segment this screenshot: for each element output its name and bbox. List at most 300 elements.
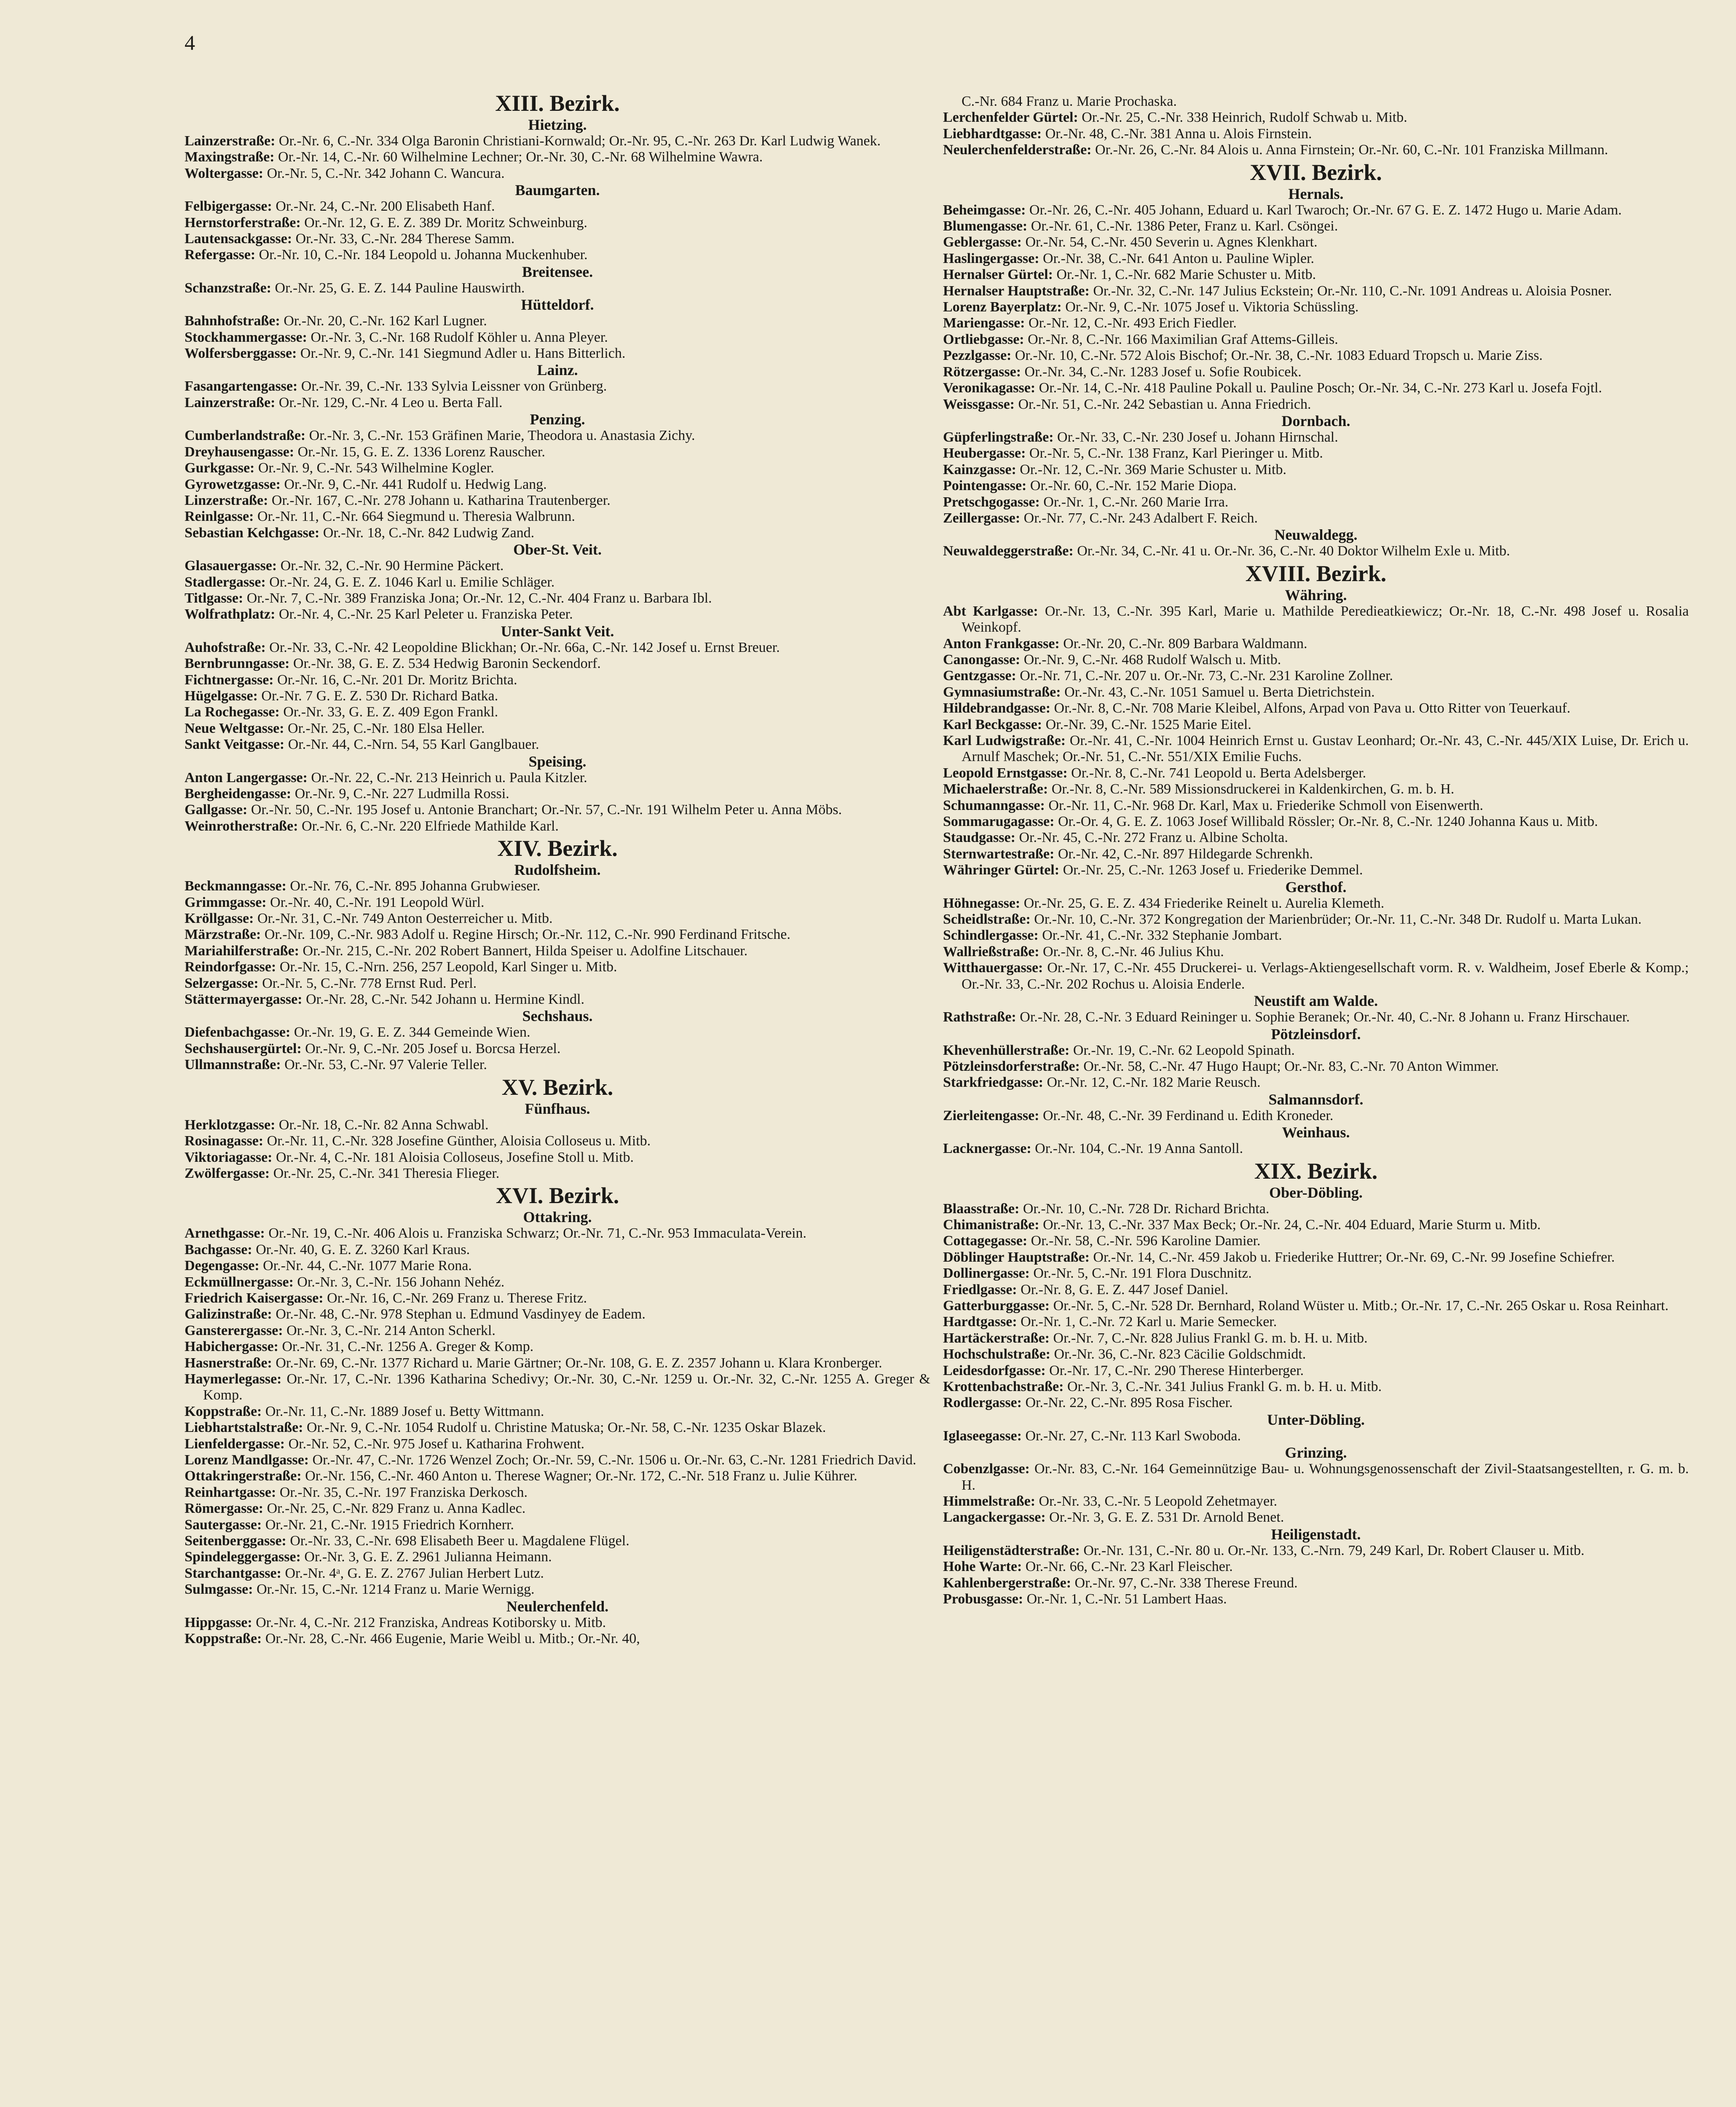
street-entry <box>185 1615 930 1631</box>
district-heading: Rudolfsheim. <box>514 861 601 879</box>
entry-text: Or.-Nr. 18, C.-Nr. 82 Anna Schwabl. <box>279 1117 489 1133</box>
entry-text: Or.-Nr. 28, C.-Nr. 3 Eduard Reininger u. Sophie Beranek; Or.-Nr. 40, C.-Nr. 8 Johann u. Franz Hirschauer. <box>1020 1009 1630 1025</box>
street-entry <box>185 1485 930 1501</box>
entry-text: Or.-Nr. 3, C.-Nr. 156 Johann Nehéz. <box>297 1274 505 1290</box>
entry-text: Or.-Nr. 14, C.-Nr. 459 Jakob u. Friederike Huttrer; Or.-Nr. 69, C.-Nr. 99 Josefine Schiefrer. <box>1093 1249 1615 1265</box>
street-entry <box>943 765 1689 781</box>
street-name: Seitenberggasse: <box>185 1533 287 1549</box>
street-entry <box>943 862 1689 878</box>
entry-text: Or.-Nr. 10, C.-Nr. 728 Dr. Richard Brichta. <box>1023 1201 1270 1217</box>
entry-text: Or.-Nr. 9, C.-Nr. 141 Siegmund Adler u. Hans Bitterlich. <box>300 346 626 362</box>
entry-text: Or.-Nr. 11, C.-Nr. 664 Siegmund u. Theresia Walbrunn. <box>257 509 575 525</box>
street-entry <box>185 1242 930 1258</box>
entry-text: Or.-Nr. 1, C.-Nr. 682 Marie Schuster u. Mitb. <box>1056 267 1316 283</box>
district-heading: Baumgarten. <box>515 182 600 199</box>
district-heading: Währing. <box>1285 586 1347 603</box>
street-name: Lerchenfelder Gürtel: <box>943 110 1078 126</box>
district-heading: Weinhaus. <box>1282 1124 1350 1141</box>
entry-text: Or.-Nr. 129, C.-Nr. 4 Leo u. Berta Fall. <box>279 394 503 410</box>
district-heading: Unter-Sankt Veit. <box>501 622 614 640</box>
street-entry <box>943 1379 1689 1395</box>
street-name: Zwölfergasse: <box>185 1165 270 1181</box>
street-name: Zierleitengasse: <box>943 1107 1039 1123</box>
street-name: Habichergasse: <box>185 1339 279 1355</box>
entry-text: Or.-Nr. 47, C.-Nr. 1726 Wenzel Zoch; Or.-Nr. 59, C.-Nr. 1506 u. Or.-Nr. 63, C.-Nr. 1281 Friedrich David. <box>312 1452 916 1468</box>
district-heading: Lainz. <box>537 362 578 379</box>
street-name: Witthauergasse: <box>943 960 1043 976</box>
street-name: Kahlenbergerstraße: <box>943 1575 1072 1591</box>
street-name: Beckmanngasse: <box>185 878 287 894</box>
entry-text: Or.-Nr. 44, C.-Nr. 1077 Marie Rona. <box>263 1258 472 1274</box>
street-entry <box>185 656 930 672</box>
street-name: Gyrowetzgasse: <box>185 476 281 492</box>
street-entry <box>185 280 930 296</box>
bezirk-heading: XIII. Bezirk. <box>495 91 620 116</box>
entry-text: Or.-Nr. 76, C.-Nr. 895 Johanna Grubwieser. <box>290 878 541 894</box>
entry-text: Or.-Nr. 25, C.-Nr. 180 Elsa Heller. <box>287 720 485 736</box>
entry-text: Or.-Nr. 39, C.-Nr. 133 Sylvia Leissner von Grünberg. <box>301 378 607 394</box>
street-entry <box>185 1290 930 1306</box>
street-name: La Rochegasse: <box>185 704 280 720</box>
bezirk-heading: XIX. Bezirk. <box>1254 1158 1378 1184</box>
street-name: Wallrießstraße: <box>943 944 1039 960</box>
entry-text: Or.-Nr. 35, C.-Nr. 197 Franziska Derkosch. <box>279 1484 528 1500</box>
street-name: Wolfrathplatz: <box>185 606 276 622</box>
street-name: Arnethgasse: <box>185 1225 265 1241</box>
district-heading: Grinzing. <box>1285 1444 1347 1461</box>
street-name: Starchantgasse: <box>185 1565 281 1581</box>
street-name: Hartäckerstraße: <box>943 1330 1050 1346</box>
street-entry <box>943 315 1689 331</box>
entry-text: Or.-Nr. 19, G. E. Z. 344 Gemeinde Wien. <box>294 1024 530 1040</box>
entry-text: Or.-Nr. 14, C.-Nr. 418 Pauline Pokall u. Pauline Posch; Or.-Nr. 34, C.-Nr. 273 Karl u. Josefa Fojtl. <box>1039 380 1602 396</box>
entry-text: Or.-Nr. 27, C.-Nr. 113 Karl Swoboda. <box>1025 1428 1241 1444</box>
street-entry <box>185 976 930 992</box>
street-name: Friedrich Kaisergasse: <box>185 1290 324 1306</box>
street-name: Weinrotherstraße: <box>185 818 298 834</box>
entry-text: Or.-Nr. 97, C.-Nr. 338 Therese Freund. <box>1074 1575 1298 1591</box>
street-name: Fasangartengasse: <box>185 378 298 394</box>
street-name: Viktoriagasse: <box>185 1149 273 1165</box>
entry-text: Or.-Nr. 25, G. E. Z. 144 Pauline Hauswirth. <box>275 280 525 296</box>
street-name: Himmelstraße: <box>943 1493 1036 1509</box>
street-name: Wolfersberggasse: <box>185 346 297 362</box>
district-heading: Breitensee. <box>522 263 593 280</box>
entry-text: Or.-Nr. 15, C.-Nr. 1214 Franz u. Marie Wernigg. <box>256 1582 535 1598</box>
street-entry <box>185 672 930 688</box>
street-entry <box>943 1201 1689 1217</box>
entry-text: Or.-Nr. 1, C.-Nr. 51 Lambert Haas. <box>1026 1591 1227 1607</box>
district-heading: Ober-St. Veit. <box>513 541 602 558</box>
street-name: Gymnasiumstraße: <box>943 684 1061 700</box>
entry-text: Or.-Nr. 11, C.-Nr. 328 Josefine Günther, Aloisia Colloseus u. Mitb. <box>267 1133 651 1149</box>
street-entry <box>185 1631 930 1647</box>
page-number: 4 <box>185 31 195 54</box>
entry-text: Or.-Nr. 8, C.-Nr. 708 Marie Kleibel, Alfons, Arpad von Pava u. Otto Ritter von Teuerkauf. <box>1054 700 1571 716</box>
street-entry <box>185 1306 930 1322</box>
entry-text: Or.-Nr. 9, C.-Nr. 227 Ludmilla Rossi. <box>295 786 509 802</box>
street-entry <box>185 428 930 444</box>
street-name: Cumberlandstraße: <box>185 428 306 444</box>
street-entry <box>185 878 930 894</box>
street-entry <box>943 830 1689 846</box>
entry-text: Or.-Nr. 3, C.-Nr. 214 Anton Scherkl. <box>287 1322 496 1338</box>
entry-text: Or.-Nr. 10, C.-Nr. 184 Leopold u. Johanna Muckenhuber. <box>259 247 588 263</box>
district-heading: Sechshaus. <box>522 1008 593 1025</box>
street-entry <box>943 1043 1689 1059</box>
district-heading: Fünfhaus. <box>525 1100 590 1117</box>
entry-text: Or.-Nr. 45, C.-Nr. 272 Franz u. Albine Scholta. <box>1019 830 1288 846</box>
street-entry <box>185 1436 930 1452</box>
entry-text: Or.-Nr. 7, C.-Nr. 828 Julius Frankl G. m. b. H. u. Mitb. <box>1053 1330 1368 1346</box>
street-name: Karl Ludwigstraße: <box>943 733 1066 748</box>
street-name: Geblergasse: <box>943 234 1022 250</box>
street-entry <box>943 332 1689 348</box>
street-name: Iglaseegasse: <box>943 1428 1022 1444</box>
street-name: Staudgasse: <box>943 830 1015 846</box>
entry-text: Or.-Nr. 5, C.-Nr. 342 Johann C. Wancura. <box>267 165 505 181</box>
district-heading: Hütteldorf. <box>521 296 594 314</box>
district-heading: Gersthof. <box>1285 878 1347 895</box>
entry-text: Or.-Nr. 17, C.-Nr. 455 Druckerei- u. Verlags-Aktiengesellschaft vorm. R. v. Waldheim, Josef Eberle & Komp.; Or.-Nr. 33, C.-Nr. 202 Rochus u. Aloisia Enderle. <box>962 960 1689 992</box>
district-heading: Neuwaldegg. <box>1274 526 1358 544</box>
street-name: Karl Beckgasse: <box>943 716 1042 732</box>
street-entry <box>943 1108 1689 1124</box>
street-name: Neuwaldeggerstraße: <box>943 543 1074 559</box>
street-entry <box>943 494 1689 510</box>
street-entry <box>943 944 1689 960</box>
entry-text: Or.-Nr. 3, C.-Nr. 153 Gräfinen Marie, Theodora u. Anastasia Zichy. <box>309 428 695 444</box>
entry-text: Or.-Nr. 77, C.-Nr. 243 Adalbert F. Reich. <box>1023 510 1258 526</box>
entry-text: Or.-Nr. 71, C.-Nr. 207 u. Or.-Nr. 73, C.-Nr. 231 Karoline Zollner. <box>1020 668 1393 684</box>
street-entry <box>943 636 1689 652</box>
entry-text: Or.-Nr. 83, C.-Nr. 164 Gemeinnützige Bau- u. Wohnungsgenossenschaft der Zivil-Staatsangestellten, r. G. m. b. H. <box>962 1461 1689 1493</box>
entry-text: Or.-Nr. 58, C.-Nr. 47 Hugo Haupt; Or.-Nr. 83, C.-Nr. 70 Anton Wimmer. <box>1083 1058 1499 1074</box>
street-name: Stadlergasse: <box>185 574 266 590</box>
street-entry <box>943 798 1689 814</box>
street-name: Lacknergasse: <box>943 1141 1031 1157</box>
street-entry <box>185 1501 930 1517</box>
street-entry <box>943 1075 1689 1091</box>
street-entry <box>943 267 1689 283</box>
street-name: Blaasstraße: <box>943 1201 1020 1217</box>
entry-text: Or.-Nr. 51, C.-Nr. 242 Sebastian u. Anna Friedrich. <box>1018 396 1311 412</box>
street-name: Pezzlgasse: <box>943 348 1012 364</box>
street-entry <box>185 737 930 753</box>
street-name: Neue Weltgasse: <box>185 720 284 736</box>
street-name: Haslingergasse: <box>943 250 1039 266</box>
street-name: Felbigergasse: <box>185 198 272 214</box>
street-name: Hernalser Hauptstraße: <box>943 283 1090 299</box>
entry-text: Or.-Nr. 13, C.-Nr. 395 Karl, Marie u. Mathilde Perediеatkiewicz; Or.-Nr. 18, C.-Nr. 498 Josef u. Rosalia Weinkopf. <box>962 603 1689 635</box>
entry-text: Or.-Nr. 38, C.-Nr. 641 Anton u. Pauline Wipler. <box>1043 250 1315 266</box>
entry-text: Or.-Nr. 16, C.-Nr. 269 Franz u. Therese Fritz. <box>327 1290 587 1306</box>
street-name: Liebhardtgasse: <box>943 126 1042 142</box>
street-name: Pretschgogasse: <box>943 494 1040 510</box>
street-entry <box>185 231 930 247</box>
entry-text: Or.-Nr. 5, C.-Nr. 528 Dr. Bernhard, Roland Wüster u. Mitb.; Or.-Nr. 17, C.-Nr. 265 Oskar u. Rosa Reinhart. <box>1053 1297 1669 1314</box>
street-name: Probusgasse: <box>943 1591 1023 1607</box>
street-name: Khevenhüllerstraße: <box>943 1042 1070 1058</box>
entry-text: Or.-Nr. 41, C.-Nr. 1004 Heinrich Ernst u. Gustav Leonhard; Or.-Nr. 43, C.-Nr. 445/XIX Luise, Dr. Erich u. Arnulf Maschek; Or.-Nr. 51, C.-Nr. 551/XIX Emilie Fuchs. <box>962 733 1689 765</box>
entry-text: Or.-Nr. 8, C.-Nr. 741 Leopold u. Berta Adelsberger. <box>1071 765 1366 781</box>
street-entry <box>943 1059 1689 1075</box>
entry-text: Or.-Nr. 12, C.-Nr. 182 Marie Reusch. <box>1047 1075 1261 1091</box>
street-entry <box>943 1298 1689 1314</box>
entry-text: Or.-Nr. 31, C.-Nr. 749 Anton Oesterreicher u. Mitb. <box>257 911 553 927</box>
entry-text: Or.-Nr. 25, C.-Nr. 341 Theresia Flieger. <box>273 1165 500 1181</box>
entry-text: Or.-Nr. 53, C.-Nr. 97 Valerie Teller. <box>284 1057 487 1073</box>
street-name: Hippgasse: <box>185 1614 252 1630</box>
street-entry <box>185 378 930 394</box>
street-entry <box>185 525 930 541</box>
street-entry <box>943 380 1689 396</box>
entry-text: Or.-Nr. 3, G. E. Z. 531 Dr. Arnold Benet. <box>1049 1509 1284 1525</box>
entry-text: Or.-Nr. 32, C.-Nr. 147 Julius Eckstein; Or.-Nr. 110, C.-Nr. 1091 Andreas u. Aloisia Posner. <box>1093 283 1612 299</box>
street-name: Sankt Veitgasse: <box>185 737 285 753</box>
bezirk-heading: XVII. Bezirk. <box>1250 159 1382 185</box>
entry-text: Or.-Nr. 13, C.-Nr. 337 Max Beck; Or.-Nr. 24, C.-Nr. 404 Eduard, Marie Sturm u. Mitb. <box>1043 1217 1541 1233</box>
entry-text: Or.-Nr. 21, C.-Nr. 1915 Friedrich Kornherr. <box>265 1517 514 1533</box>
entry-text: Or.-Nr. 22, C.-Nr. 213 Heinrich u. Paula Kitzler. <box>311 769 587 785</box>
street-entry <box>185 640 930 656</box>
street-entry <box>943 1509 1689 1525</box>
street-name: Heiligenstädterstraße: <box>943 1542 1080 1558</box>
street-name: Pointengasse: <box>943 478 1027 494</box>
street-entry <box>943 348 1689 364</box>
street-name: Auhofstraße: <box>185 639 266 655</box>
street-entry <box>185 1323 930 1339</box>
street-name: Höhnegasse: <box>943 895 1021 911</box>
street-name: Stättermayergasse: <box>185 992 303 1008</box>
street-name: Lainzerstraße: <box>185 394 276 410</box>
street-entry <box>943 1330 1689 1346</box>
street-name: Schindlergasse: <box>943 928 1039 944</box>
street-name: Cobenzlgasse: <box>943 1461 1030 1477</box>
entry-text: Or.-Nr. 3, C.-Nr. 168 Rudolf Köhler u. Anna Pleyer. <box>311 329 608 345</box>
entry-text: Or.-Nr. 33, C.-Nr. 284 Therese Samm. <box>295 231 515 247</box>
entry-text: Or.-Nr. 5, C.-Nr. 778 Ernst Rud. Perl. <box>262 975 477 991</box>
entry-text: Or.-Nr. 109, C.-Nr. 983 Adolf u. Regine Hirsch; Or.-Nr. 112, C.-Nr. 990 Ferdinand Fritsche. <box>264 927 790 943</box>
street-entry <box>943 397 1689 413</box>
street-entry <box>943 1493 1689 1509</box>
entry-text: Or.-Nr. 167, C.-Nr. 278 Johann u. Katharina Trautenberger. <box>271 492 611 508</box>
entry-text: Or.-Nr. 16, C.-Nr. 201 Dr. Moritz Brichta. <box>277 672 517 688</box>
street-name: Koppstraße: <box>185 1631 262 1647</box>
street-name: Sautergasse: <box>185 1517 262 1533</box>
entry-text: Or.-Nr. 9, C.-Nr. 441 Rudolf u. Hedwig Lang. <box>284 476 547 492</box>
street-name: Sulmgasse: <box>185 1582 253 1598</box>
street-name: Römergasse: <box>185 1501 263 1517</box>
street-entry <box>185 1582 930 1598</box>
entry-text: Or.-Nr. 8, C.-Nr. 166 Maximilian Graf Attems-Gilleis. <box>1028 331 1338 347</box>
entry-text: Or.-Nr. 17, C.-Nr. 290 Therese Hinterberger. <box>1049 1362 1304 1378</box>
entry-text: Or.-Nr. 22, C.-Nr. 895 Rosa Fischer. <box>1025 1395 1233 1411</box>
street-entry <box>943 1249 1689 1265</box>
entry-text: Or.-Nr. 3, G. E. Z. 2961 Julianna Heimann. <box>304 1549 552 1565</box>
street-name: Bahnhofstraße: <box>185 313 280 329</box>
street-entry <box>943 283 1689 299</box>
street-name: Lautensackgasse: <box>185 231 292 247</box>
street-name: Mariahilferstraße: <box>185 943 299 959</box>
street-entry <box>185 1566 930 1582</box>
street-name: Hasnerstraße: <box>185 1355 272 1371</box>
district-heading: Penzing. <box>530 411 585 428</box>
street-entry <box>185 1404 930 1420</box>
entry-text: Or.-Nr. 26, C.-Nr. 84 Alois u. Anna Firnstein; Or.-Nr. 60, C.-Nr. 101 Franziska Millmann. <box>1095 142 1608 158</box>
street-entry <box>943 1428 1689 1444</box>
street-entry <box>943 1591 1689 1607</box>
district-heading: Dornbach. <box>1281 412 1350 429</box>
street-name: Hildebrandgasse: <box>943 700 1051 716</box>
street-name: Titlgasse: <box>185 590 244 606</box>
street-entry <box>185 247 930 263</box>
street-name: Gurkgasse: <box>185 460 255 476</box>
entry-text: Or.-Nr. 58, C.-Nr. 596 Karoline Damier. <box>1031 1233 1261 1249</box>
street-entry <box>185 574 930 590</box>
street-name: Selzergasse: <box>185 975 259 991</box>
entry-text: Or.-Nr. 48, C.-Nr. 381 Anna u. Alois Firnstein. <box>1045 126 1312 142</box>
street-entry <box>943 960 1689 992</box>
district-heading: Ober-Döbling. <box>1269 1184 1363 1201</box>
street-entry <box>185 911 930 927</box>
street-name: Hohe Warte: <box>943 1559 1022 1575</box>
street-entry <box>185 1225 930 1241</box>
entry-text: Or.-Nr. 11, C.-Nr. 968 Dr. Karl, Max u. Friederike Schmoll von Eisenwerth. <box>1048 797 1484 813</box>
street-entry <box>185 959 930 975</box>
street-name: Canongasse: <box>943 651 1021 667</box>
street-name: Stockhammergasse: <box>185 329 307 345</box>
entry-continuation: C.-Nr. 684 Franz u. Marie Prochaska. <box>962 94 1177 109</box>
entry-text: Or.-Nr. 60, C.-Nr. 152 Marie Diopa. <box>1030 478 1237 494</box>
entry-text: Or.-Nr. 41, C.-Nr. 332 Stephanie Jombart. <box>1042 928 1282 944</box>
street-entry <box>943 1009 1689 1025</box>
street-name: Reindorfgasse: <box>185 959 276 975</box>
street-entry <box>943 1314 1689 1330</box>
street-entry <box>943 142 1689 158</box>
street-entry <box>185 1549 930 1565</box>
street-name: Neulerchenfelderstraße: <box>943 142 1092 158</box>
entry-text: Or.-Nr. 12, G. E. Z. 389 Dr. Moritz Schweinburg. <box>304 214 587 231</box>
street-name: Gallgasse: <box>185 802 248 818</box>
district-heading: Neustift am Walde. <box>1254 992 1378 1010</box>
street-name: Koppstraße: <box>185 1403 262 1419</box>
entry-text: Or.-Nr. 33, C.-Nr. 42 Leopoldine Blickhan; Or.-Nr. 66a, C.-Nr. 142 Josef u. Ernst Breuer. <box>269 639 780 655</box>
street-name: Langackergasse: <box>943 1509 1046 1525</box>
bezirk-heading: XVI. Bezirk. <box>496 1183 619 1209</box>
street-name: Cottagegasse: <box>943 1233 1028 1249</box>
district-heading: Hernals. <box>1288 185 1344 202</box>
entry-text: Or.-Nr. 28, C.-Nr. 542 Johann u. Hermine Kindl. <box>305 992 584 1008</box>
entry-text: Or.-Nr. 52, C.-Nr. 975 Josef u. Katharina Frohwent. <box>288 1436 585 1452</box>
street-name: Heubergasse: <box>943 445 1026 461</box>
entry-text: Or.-Nr. 24, G. E. Z. 1046 Karl u. Emilie Schläger. <box>269 574 555 590</box>
street-entry <box>943 684 1689 700</box>
entry-text: Or.-Nr. 44, C.-Nrn. 54, 55 Karl Ganglbauer. <box>288 737 539 753</box>
entry-text: Or.-Nr. 20, C.-Nr. 809 Barbara Waldmann. <box>1063 635 1307 651</box>
entry-text: Or.-Nr. 48, C.-Nr. 39 Ferdinand u. Edith Kroneder. <box>1043 1107 1334 1123</box>
street-entry <box>943 510 1689 526</box>
entry-text: Or.-Nr. 9, C.-Nr. 543 Wilhelmine Kogler. <box>258 460 494 476</box>
entry-text: Or.-Nr. 9, C.-Nr. 468 Rudolf Walsch u. Mitb. <box>1023 651 1281 667</box>
street-entry <box>185 1517 930 1533</box>
street-entry <box>943 478 1689 494</box>
street-entry <box>943 895 1689 911</box>
street-name: Rathstraße: <box>943 1009 1016 1025</box>
entry-text: Or.-Nr. 4, C.-Nr. 181 Aloisia Colloseus, Josefine Stoll u. Mitb. <box>276 1149 634 1165</box>
street-name: Weissgasse: <box>943 396 1015 412</box>
street-name: Hügelgasse: <box>185 688 258 704</box>
street-entry <box>185 558 930 574</box>
entry-text: Or.-Nr. 39, C.-Nr. 1525 Marie Eitel. <box>1045 716 1251 732</box>
street-entry <box>185 1420 930 1436</box>
street-name: Lorenz Bayerplatz: <box>943 299 1062 315</box>
street-name: Krottenbachstraße: <box>943 1379 1064 1394</box>
street-entry <box>185 818 930 834</box>
entry-text: Or.-Nr. 20, C.-Nr. 162 Karl Lugner. <box>284 313 487 329</box>
street-name: Veronikagasse: <box>943 380 1036 396</box>
entry-text: Or.-Nr. 48, C.-Nr. 978 Stephan u. Edmund Vasdinyey de Eadem. <box>276 1306 646 1322</box>
street-name: Leidesdorfgasse: <box>943 1362 1046 1378</box>
entry-text: Or.-Nr. 26, C.-Nr. 405 Johann, Eduard u. Karl Twaroch; Or.-Nr. 67 G. E. Z. 1472 Hugo u. Marie Adam. <box>1029 202 1622 218</box>
street-entry <box>943 462 1689 478</box>
street-name: Starkfriedgasse: <box>943 1075 1043 1091</box>
entry-text: Or.-Nr. 8, G. E. Z. 447 Josef Daniel. <box>1021 1281 1229 1297</box>
street-entry <box>943 1265 1689 1281</box>
street-entry <box>185 149 930 165</box>
street-entry <box>185 313 930 329</box>
street-name: Zeillergasse: <box>943 510 1021 526</box>
street-entry <box>943 110 1689 126</box>
district-heading: Unter-Döbling. <box>1267 1411 1365 1428</box>
street-entry <box>943 1559 1689 1575</box>
entry-text: Or.-Nr. 6, C.-Nr. 220 Elfriede Mathilde Karl. <box>301 818 559 834</box>
street-entry <box>185 1339 930 1355</box>
street-name: Spindeleggergasse: <box>185 1549 301 1565</box>
street-entry <box>185 166 930 182</box>
street-entry <box>943 299 1689 315</box>
street-entry <box>185 688 930 704</box>
street-entry <box>185 1274 930 1290</box>
street-name: Bernbrunngasse: <box>185 656 290 672</box>
street-entry <box>185 704 930 720</box>
street-entry <box>185 477 930 493</box>
entry-text: Or.-Nr. 17, C.-Nr. 1396 Katharina Schedivy; Or.-Nr. 30, C.-Nr. 1259 u. Or.-Nr. 32, C.-Nr. 1255 A. Greger & Komp. <box>203 1371 931 1403</box>
street-name: Abt Karlgasse: <box>943 603 1038 619</box>
entry-text: Or.-Nr. 131, C.-Nr. 80 u. Or.-Nr. 133, C.-Nrn. 79, 249 Karl, Dr. Robert Clauser u. Mitb. <box>1083 1542 1585 1558</box>
entry-text: Or.-Nr. 8, C.-Nr. 589 Missionsdruckerei in Kaldenkirchen, G. m. b. H. <box>1051 781 1455 797</box>
street-name: Rodlergasse: <box>943 1395 1022 1411</box>
entry-text: Or.-Nr. 4ᵃ, G. E. Z. 2767 Julian Herbert Lutz. <box>285 1565 544 1581</box>
street-name: Fichtnergasse: <box>185 672 274 688</box>
entry-text: Or.-Nr. 11, C.-Nr. 1889 Josef u. Betty Wittmann. <box>265 1403 544 1419</box>
entry-text: Or.-Nr. 5, C.-Nr. 138 Franz, Karl Pieringer u. Mitb. <box>1029 445 1323 461</box>
street-name: Liebhartstalstraße: <box>185 1420 303 1436</box>
street-name: Schumanngasse: <box>943 797 1045 813</box>
entry-text: Or.-Nr. 7 G. E. Z. 530 Dr. Richard Batka. <box>261 688 498 704</box>
street-entry <box>943 1363 1689 1379</box>
street-entry <box>943 218 1689 234</box>
street-entry <box>185 133 930 149</box>
entry-text: Or.-Nr. 33, C.-Nr. 698 Elisabeth Beer u. Magdalene Flügel. <box>290 1533 630 1549</box>
street-name: Leopold Ernstgasse: <box>943 765 1068 781</box>
street-name: Eckmüllnergasse: <box>185 1274 294 1290</box>
entry-text: Or.-Nr. 7, C.-Nr. 389 Franziska Jona; Or.-Nr. 12, C.-Nr. 404 Franz u. Barbara Ibl. <box>246 590 712 606</box>
street-name: Hochschulstraße: <box>943 1346 1050 1362</box>
street-entry <box>185 943 930 959</box>
entry-text: Or.-Nr. 25, G. E. Z. 434 Friederike Reinelt u. Aurelia Klemeth. <box>1023 895 1385 911</box>
street-name: Döblinger Hauptstraße: <box>943 1249 1090 1265</box>
